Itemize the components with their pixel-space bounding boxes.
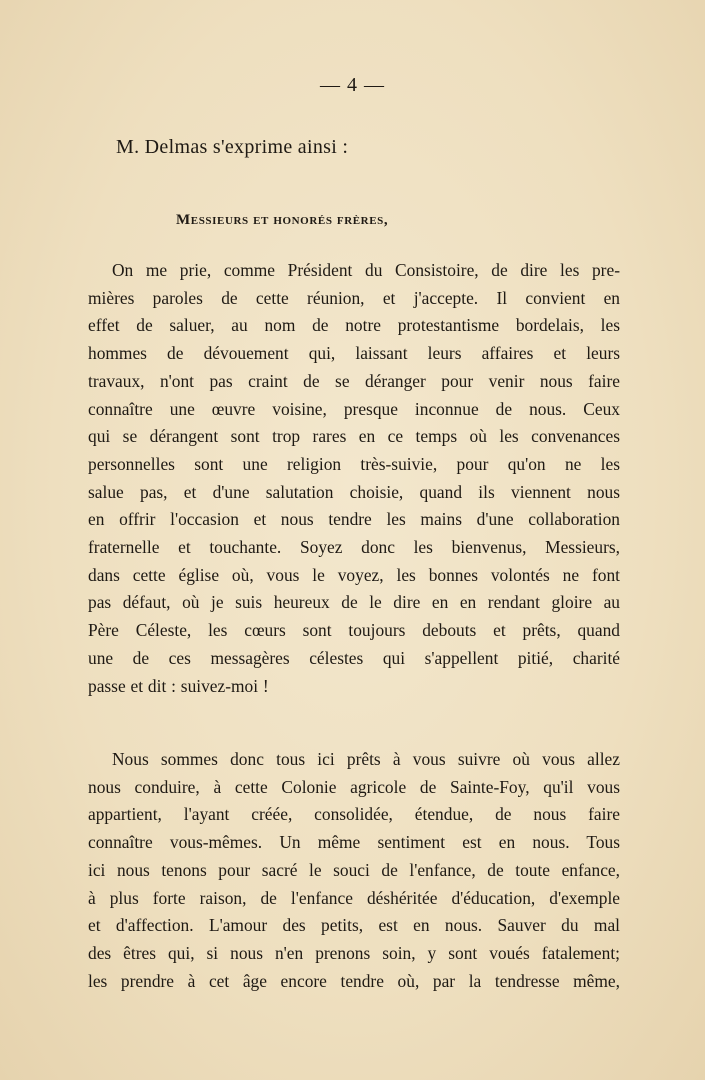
text-line: ici nous tenons pour sacré le souci de l'enfance, de toute enfance, xyxy=(88,859,620,880)
text-line: en offrir l'occasion et nous tendre les mains d'une collaboration xyxy=(88,509,620,530)
text-line: personnelles sont une religion très-suivie, pour qu'on ne les xyxy=(88,453,620,474)
text-line: connaître une œuvre voisine, presque inconnue de nous. Ceux xyxy=(88,398,620,419)
text-line: Nous sommes donc tous ici prêts à vous suivre où vous allez xyxy=(112,749,620,769)
text-line: Père Céleste, les cœurs sont toujours debouts et prêts, quand xyxy=(88,620,620,641)
text-line: On me prie, comme Président du Consistoire, de dire les pre- xyxy=(112,260,620,280)
text-line: une de ces messagères célestes qui s'appellent pitié, charité xyxy=(88,647,620,668)
text-line: appartient, l'ayant créée, consolidée, étendue, de nous faire xyxy=(88,804,620,825)
text-line: nous conduire, à cette Colonie agricole de Sainte-Foy, qu'il vous xyxy=(88,776,620,797)
text-line: fraternelle et touchante. Soyez donc les bienvenus, Messieurs, xyxy=(88,537,620,558)
text-line: pas défaut, où je suis heureux de le dire en en rendant gloire au xyxy=(88,592,620,613)
intro-line: M. Delmas s'exprime ainsi : xyxy=(116,136,349,158)
salutation-heading: Messieurs et honorés frères, xyxy=(176,212,389,228)
text-line: qui se dérangent sont trop rares en ce temps où les convenances xyxy=(88,426,620,447)
text-line: connaître vous-mêmes. Un même sentiment est en nous. Tous xyxy=(88,832,620,853)
text-line: passe et dit : suivez-moi ! xyxy=(88,675,269,696)
text-line: à plus forte raison, de l'enfance déshéritée d'éducation, d'exemple xyxy=(88,887,620,908)
text-line: des êtres qui, si nous n'en prenons soin, y sont voués fatalement; xyxy=(88,942,620,963)
text-line: dans cette église où, vous le voyez, les bonnes volontés ne font xyxy=(88,564,620,585)
text-line: salue pas, et d'une salutation choisie, quand ils viennent nous xyxy=(88,481,620,502)
text-line: et d'affection. L'amour des petits, est en nous. Sauver du mal xyxy=(88,915,620,936)
text-line: travaux, n'ont pas craint de se déranger pour venir nous faire xyxy=(88,370,620,391)
text-line: effet de saluer, au nom de notre protestantisme bordelais, les xyxy=(88,315,620,336)
paragraph xyxy=(88,746,620,995)
paragraph xyxy=(88,257,620,700)
page-number: — 4 — xyxy=(320,74,385,96)
text-line: hommes de dévouement qui, laissant leurs affaires et leurs xyxy=(88,343,620,364)
text-line: les prendre à cet âge encore tendre où, par la tendresse même, xyxy=(88,970,620,991)
text-line: mières paroles de cette réunion, et j'accepte. Il convient en xyxy=(88,287,620,308)
